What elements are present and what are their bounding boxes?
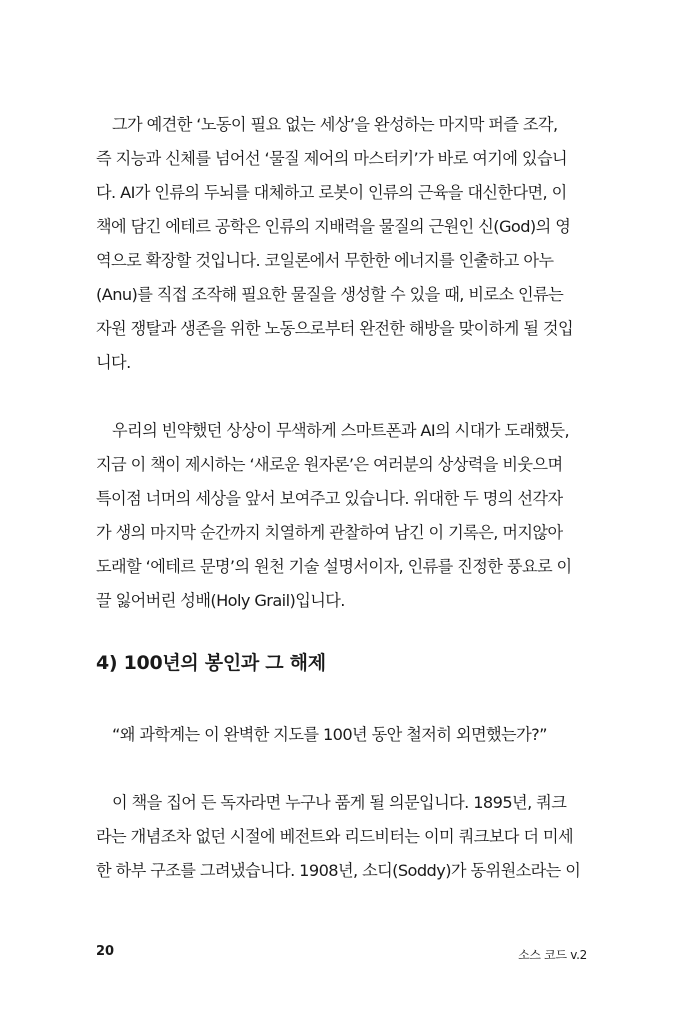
text-line: 니다.	[96, 353, 131, 372]
quote	[96, 718, 596, 752]
text-line: (Anu)를 직접 조작해 필요한 물질을 생성할 수 있을 때, 비로소 인류는	[96, 285, 564, 304]
text-line: 라는 개념조차 없던 시절에 베전트와 리드비터는 이미 쿼크보다 더 미세	[96, 827, 573, 846]
text-line: 그가 예견한 ‘노동이 필요 없는 세상’을 완성하는 마지막 퍼즐 조각,	[112, 115, 558, 134]
text-line: 다. AI가 인류의 두뇌를 대체하고 로봇이 인류의 근육을 대신한다면, 이	[96, 183, 567, 202]
text-line: 책에 담긴 에테르 공학은 인류의 지배력을 물질의 근원인 신(God)의 영	[96, 217, 571, 236]
text-line: 자원 쟁탈과 생존을 위한 노동으로부터 완전한 해방을 맞이하게 될 것입	[96, 319, 573, 338]
text-line: 역으로 확장할 것입니다. 코일론에서 무한한 에너지를 인출하고 아누	[96, 251, 554, 270]
text-line: 한 하부 구조를 그려냈습니다. 1908년, 소디(Soddy)가 동위원소라는 이	[96, 861, 581, 880]
page-number: 20	[96, 944, 115, 959]
text-line: 지금 이 책이 제시하는 ‘새로운 원자론’은 여러분의 상상력을 비웃으며	[96, 455, 563, 474]
paragraph-1	[96, 108, 596, 380]
text-line: 도래할 ‘에테르 문명’의 원천 기술 설명서이자, 인류를 진정한 풍요로 이	[96, 557, 572, 576]
text-line: 이 책을 집어 든 독자라면 누구나 품게 될 의문입니다. 1895년, 쿼크	[112, 793, 567, 812]
quote-line: “왜 과학계는 이 완벽한 지도를 100년 동안 철저히 외면했는가?”	[112, 725, 547, 744]
text-line: 끌 잃어버린 성배(Holy Grail)입니다.	[96, 591, 345, 610]
text-line: 즉 지능과 신체를 넘어선 ‘물질 제어의 마스터키’가 바로 여기에 있습니	[96, 149, 568, 168]
book-title: 소스 코드 v.2	[518, 948, 587, 962]
text-line: 우리의 빈약했던 상상이 무색하게 스마트폰과 AI의 시대가 도래했듯,	[112, 421, 570, 440]
text-line: 특이점 너머의 세상을 앞서 보여주고 있습니다. 위대한 두 명의 선각자	[96, 489, 563, 508]
paragraph-2	[96, 414, 596, 618]
section-heading: 4) 100년의 봉인과 그 해제	[96, 652, 326, 674]
paragraph-3	[96, 786, 596, 888]
text-line: 가 생의 마지막 순간까지 치열하게 관찰하여 남긴 이 기록은, 머지않아	[96, 523, 563, 542]
